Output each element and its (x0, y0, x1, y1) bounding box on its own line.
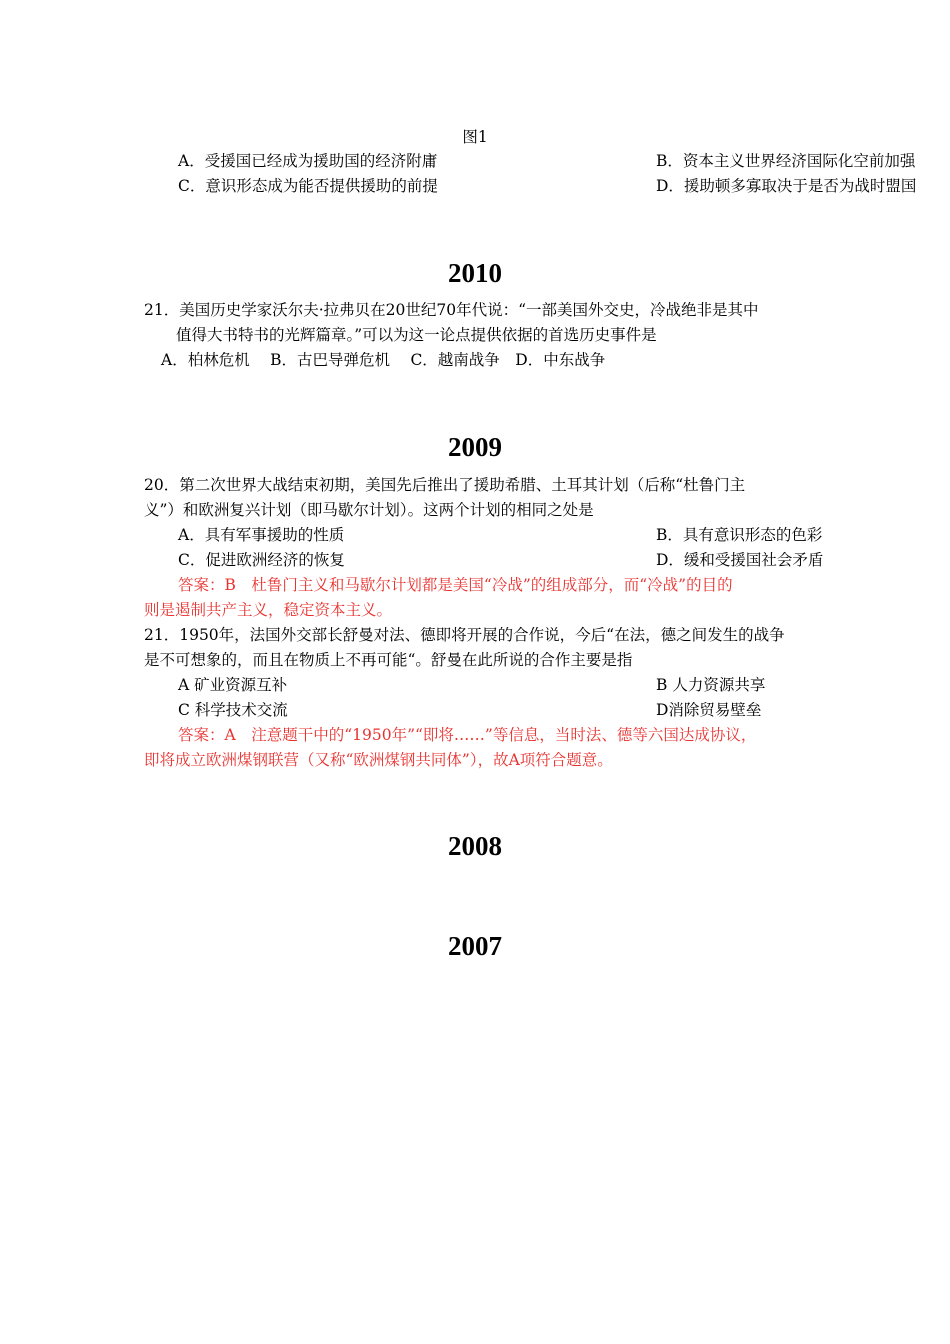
option-c: C．意识形态成为能否提供援助的前提 (178, 177, 438, 195)
year-heading-2010: 2010 (448, 258, 502, 288)
question-2009-21-line-1: 21．1950年，法国外交部长舒曼对法、德即将开展的合作说，今后“在法，德之间发生的战争 (144, 626, 785, 644)
question-2009-20-line-1: 20．第二次世界大战结束初期，美国先后推出了援助希腊、土耳其计划（后称“杜鲁门主 (144, 476, 746, 494)
option-d: D消除贸易壁垒 (656, 701, 762, 719)
answer-2009-21-line-1: 答案：A 注意题干中的“1950年”“即将……”等信息，当时法、德等六国达成协议， (178, 726, 757, 744)
figure-caption: 图1 (462, 128, 488, 146)
option-b: B．资本主义世界经济国际化空前加强 (656, 152, 916, 170)
question-2010-21-line-2: 值得大书特书的光辉篇章。”可以为这一论点提供依据的首选历史事件是 (176, 326, 657, 344)
option-c: C．促进欧洲经济的恢复 (178, 551, 345, 569)
answer-2009-20-line-1: 答案：B 杜鲁门主义和马歇尔计划都是美国“冷战”的组成部分，而“冷战”的目的 (178, 576, 733, 594)
question-2009-21-options-row-2 (178, 700, 778, 720)
year-heading-2008: 2008 (448, 831, 502, 861)
year-heading-2009: 2009 (448, 432, 502, 462)
option-b: B 人力资源共享 (656, 676, 766, 694)
answer-2009-21-line-2: 即将成立欧洲煤钢联营（又称“欧洲煤钢共同体”），故A项符合题意。 (144, 751, 613, 769)
top-options-row-1 (178, 151, 916, 171)
option-d: D．援助顿多寡取决于是否为战时盟国 (656, 177, 917, 195)
year-heading-2007: 2007 (448, 931, 502, 961)
question-2010-21-options: A．柏林危机 B．古巴导弹危机 C．越南战争 D．中东战争 (161, 351, 606, 369)
option-c: C 科学技术交流 (178, 701, 288, 719)
question-2009-20-options-row-1 (178, 525, 823, 545)
question-2010-21-line-1: 21．美国历史学家沃尔夫·拉弗贝在20世纪70年代说：“一部美国外交史，冷战绝非是其中 (144, 301, 759, 319)
question-2009-20-options-row-2 (178, 550, 824, 570)
answer-2009-20-line-2: 则是遏制共产主义，稳定资本主义。 (144, 601, 393, 619)
option-a: A．受援国已经成为援助国的经济附庸 (178, 152, 438, 170)
question-2009-21-line-2: 是不可想象的，而且在物质上不再可能“。舒曼在此所说的合作主要是指 (144, 651, 633, 669)
option-d: D．缓和受援国社会矛盾 (656, 551, 824, 569)
option-a: A．具有军事援助的性质 (178, 526, 345, 544)
question-2009-21-options-row-1 (178, 675, 778, 695)
top-options-row-2 (178, 176, 917, 196)
option-b: B．具有意识形态的色彩 (656, 526, 823, 544)
question-2009-20-line-2: 义”）和欧洲复兴计划（即马歇尔计划）。这两个计划的相同之处是 (144, 501, 594, 519)
option-a: A 矿业资源互补 (178, 676, 288, 694)
